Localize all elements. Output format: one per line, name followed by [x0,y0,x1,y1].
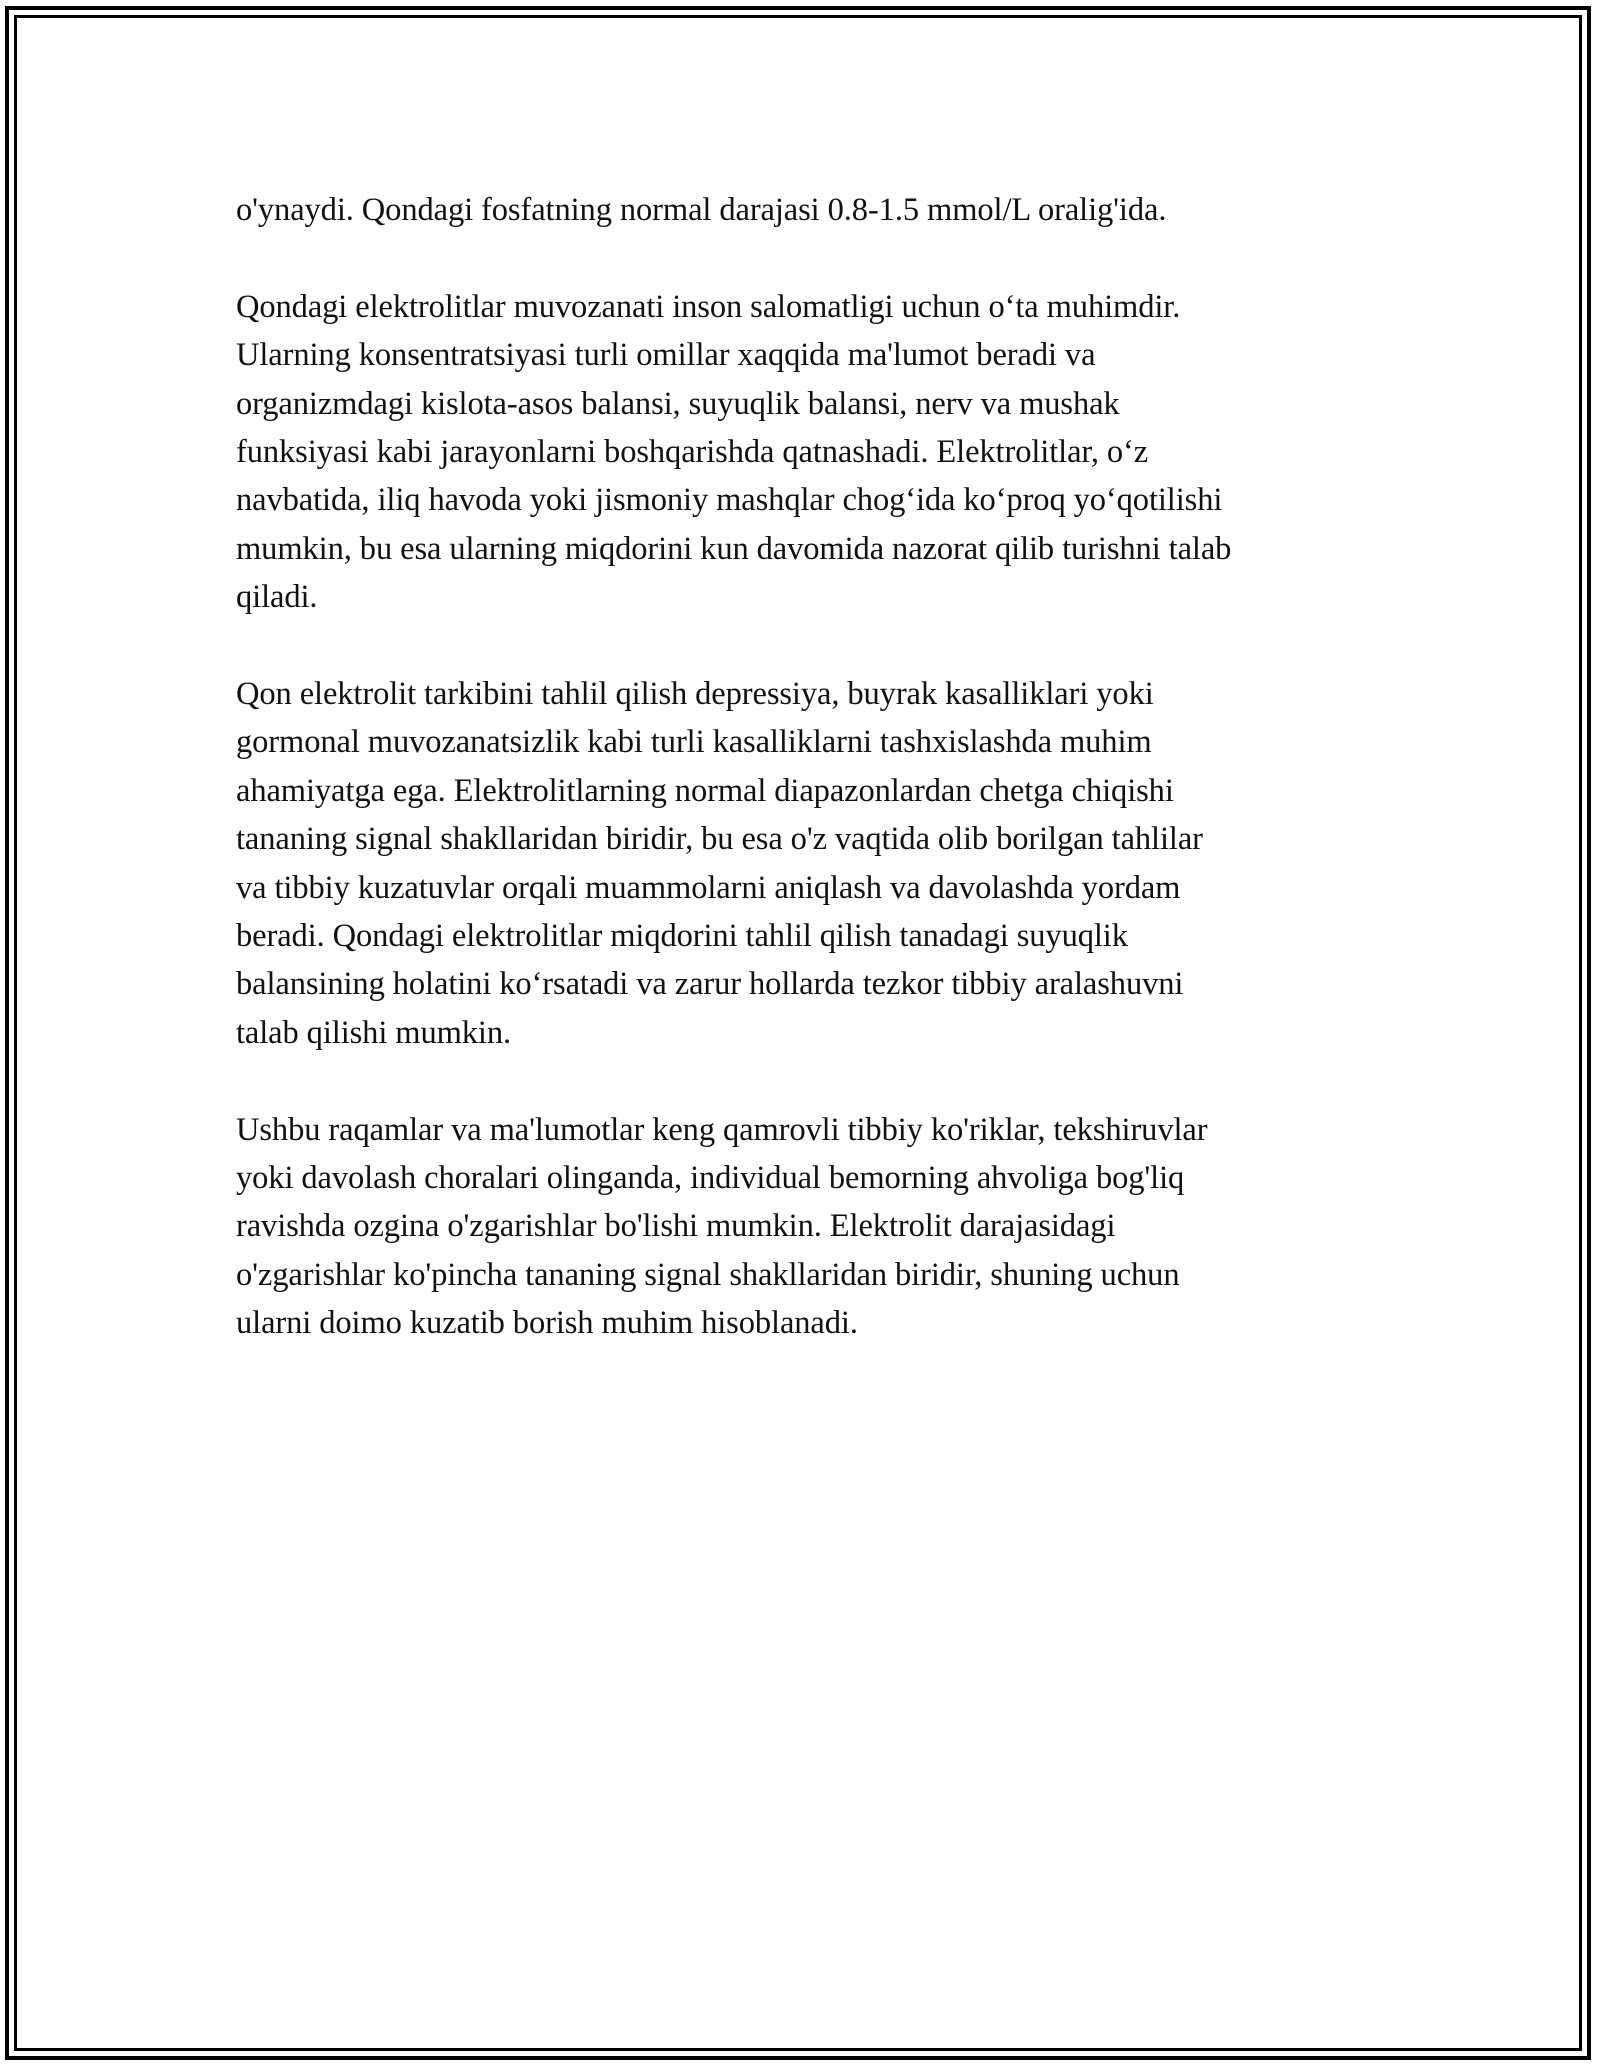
paragraph-phosphate-continuation: o'ynaydi. Qondagi fosfatning normal darajasi 0.8-1.5 mmol/L oralig'ida. [236,192,1167,228]
document-body [236,186,1376,1396]
paragraph-individual-variation: Ushbu raqamlar va ma'lumotlar keng qamrovli tibbiy ko'riklar, tekshiruvlar yoki davolash choralari olinganda, individual bemorning ahvoliga bog'liq ravishda ozgina o'zgarishlar bo'lishi mumkin. Elektrolit darajasidagi o'zgarishlar ko'pincha tananing signal shakllaridan biridir, shuning uchun ularni doimo kuzatib borish muhim hisoblanadi. [236,1111,1208,1342]
paragraph-electrolyte-analysis: Qon elektrolit tarkibini tahlil qilish depressiya, buyrak kasalliklari yoki gormonal muvozanatsizlik kabi turli kasalliklarni tashxislashda muhim ahamiyatga ega. Elektrolitlarning normal diapazonlardan chetga chiqishi tananing signal shakllaridan biridir, bu esa o'z vaqtida olib borilgan tahlilar va tibbiy kuzatuvlar orqali muammolarni aniqlash va davolashda yordam beradi. Qondagi elektrolitlar miqdorini tahlil qilish tanadagi suyuqlik balansining holatini ko‘rsatadi va zarur hollarda tezkor tibbiy aralashuvni talab qilishi mumkin. [236,676,1203,1051]
paragraph-electrolyte-balance: Qondagi elektrolitlar muvozanati inson salomatligi uchun o‘ta muhimdir. Ularning konsentratsiyasi turli omillar xaqqida ma'lumot beradi va organizmdagi kislota-asos balansi, suyuqlik balansi, nerv va mushak funksiyasi kabi jarayonlarni boshqarishda qatnashadi. Elektrolitlar, o‘z navbatida, iliq havoda yoki jismoniy mashqlar chog‘ida ko‘proq yo‘qotilishi mumkin, bu esa ularning miqdorini kun davomida nazorat qilib turishni talab qiladi. [236,288,1232,616]
